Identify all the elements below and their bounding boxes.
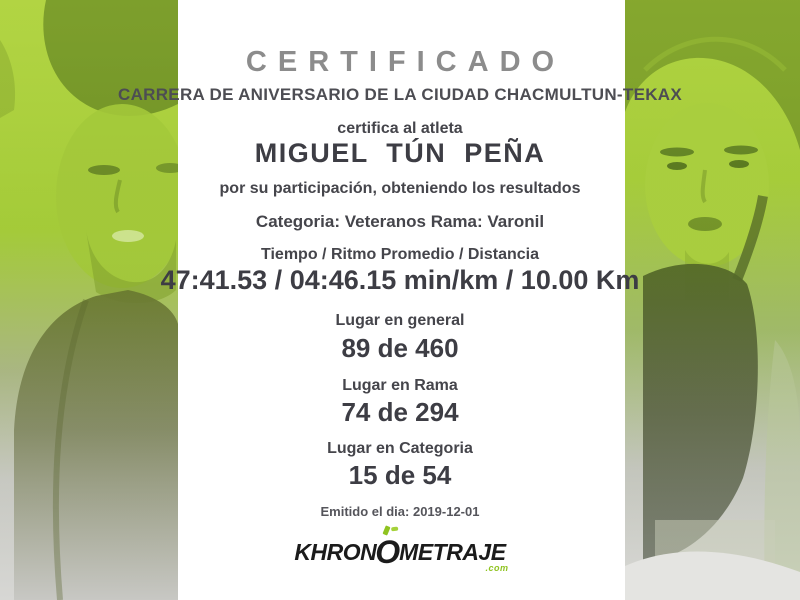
placement-rama-label: Lugar en Rama — [342, 377, 458, 394]
certifies-label: certifica al atleta — [337, 120, 463, 137]
logo-text-metraje: METRAJE — [399, 539, 506, 565]
event-name: CARRERA DE ANIVERSARIO DE LA CIUDAD CHACMULTUN-TEKAX — [118, 85, 682, 104]
logo-row — [0, 533, 800, 573]
placement-categoria-label: Lugar en Categoria — [327, 440, 473, 457]
placement-categoria-value: 15 de 54 — [348, 460, 452, 490]
issued-date-line: Emitido el dia: 2019-12-01 — [320, 504, 480, 519]
category-line: Categoria: Veteranos Rama: Varonil — [255, 212, 545, 231]
logo-com-suffix: .com — [485, 563, 509, 573]
placement-general-value: 89 de 460 — [341, 333, 459, 363]
certificate-title: CERTIFICADO — [245, 46, 566, 78]
khronometraje-logo — [294, 533, 509, 573]
metrics-label: Tiempo / Ritmo Promedio / Distancia — [261, 246, 539, 263]
participation-line: por su participación, obteniendo los resultados — [219, 180, 581, 197]
logo-text-khron: KHRON — [294, 539, 377, 565]
placement-rama-value: 74 de 294 — [341, 397, 459, 427]
logo-stopwatch-o — [375, 533, 401, 570]
logo-letter-o: O — [375, 534, 401, 570]
metrics-value: 47:41.53 / 04:46.15 min/km / 10.00 Km — [160, 265, 640, 295]
placement-general-label: Lugar en general — [335, 312, 465, 329]
athlete-name: MIGUEL TÚN PEÑA — [254, 138, 546, 168]
